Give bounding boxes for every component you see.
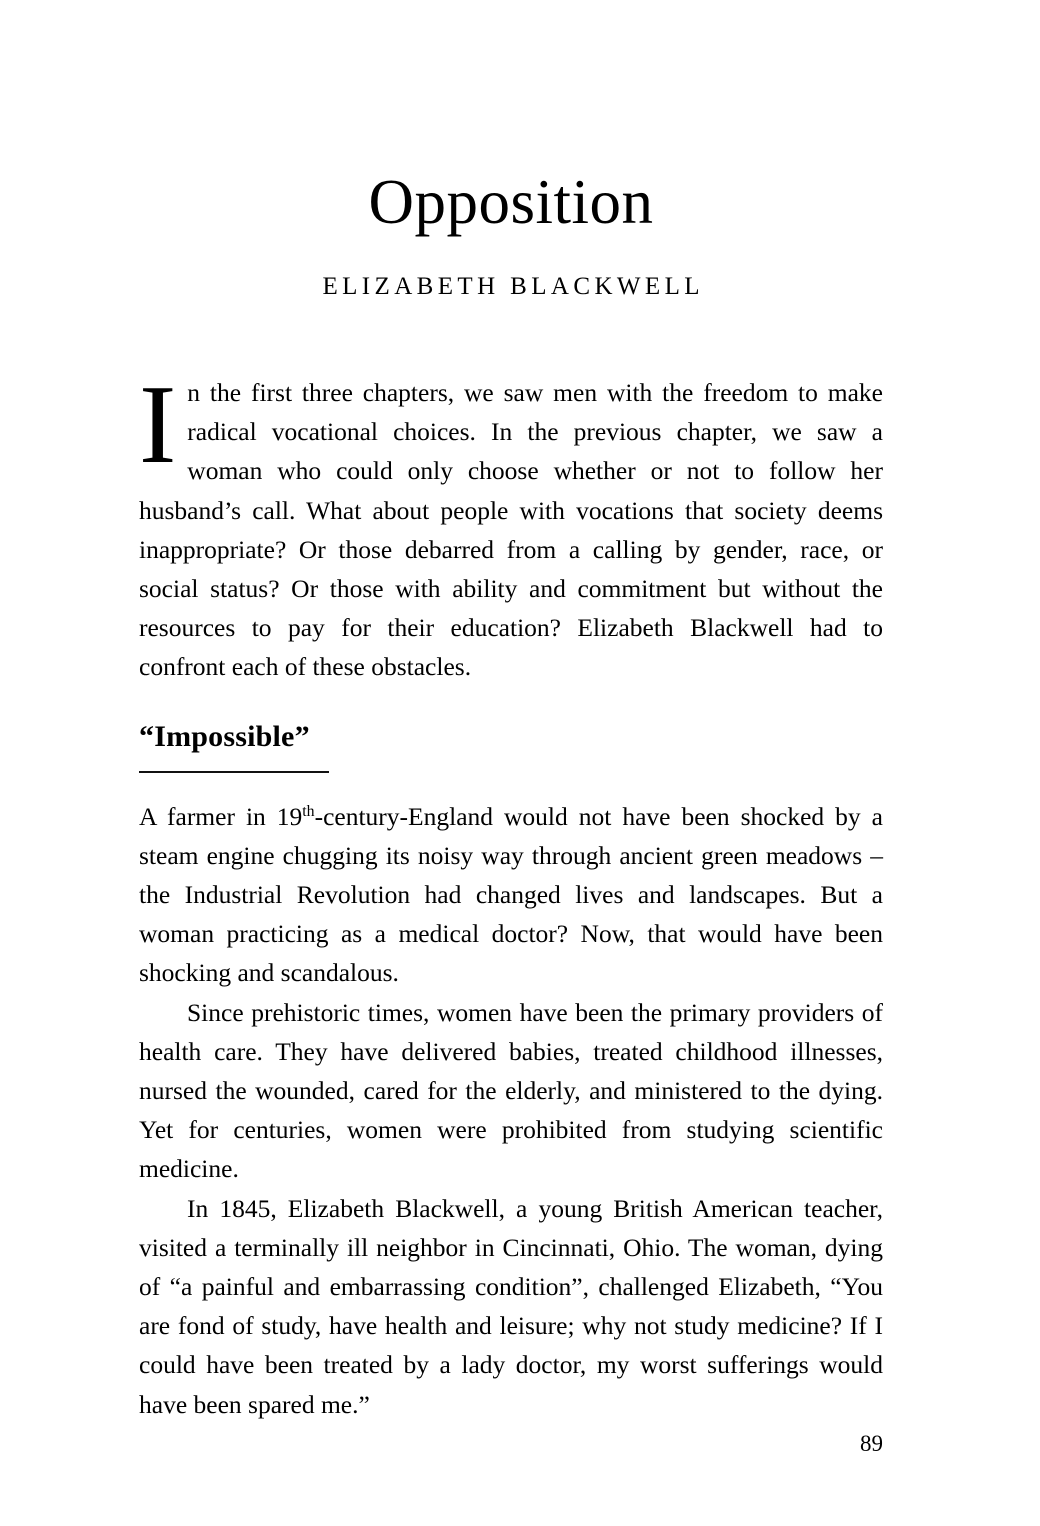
paragraph-prehistoric: Since prehistoric times, women have been the primary providers of health care. They have delivered babies, treated childhood illnesses, nursed the wounded, cared for the elderly, and ministered to the dying. Yet for centuries, women were prohibited from studying scientific medicine.	[139, 997, 883, 1184]
paragraph-farmer	[139, 797, 883, 993]
page-number: 89	[860, 1431, 883, 1456]
section-header-group	[139, 687, 883, 773]
text-column	[139, 0, 883, 1526]
section-heading: “Impossible”	[139, 719, 310, 753]
ordinal-suffix: th	[302, 802, 315, 820]
intro-paragraph-text: n the first three chapters, we saw men with the freedom to make radical vocational choices. In the previous chapter, we saw a woman who could only choose whether or not to follow her husband’s call. What about people with vocations that society deems inappropriate? Or those debarred from a calling by gender, race, or social status? Or those with ability and commitment but without the resources to pay for their education? Elizabeth Blackwell had to confront each of these obstacles.	[139, 378, 883, 682]
paragraph-farmer-rest: -century-England would not have been shocked by a steam engine chugging its noisy way through ancient green meadows – the Industrial Revolution had changed lives and landscapes. But a woman practicing as a medical doctor? Now, that would have been shocking and scandalous.	[139, 801, 883, 988]
drop-cap: I	[139, 363, 177, 487]
intro-paragraph	[139, 363, 883, 687]
body-text	[139, 299, 883, 1424]
chapter-author: ELIZABETH BLACKWELL	[322, 273, 704, 300]
paragraph-1845: In 1845, Elizabeth Blackwell, a young British American teacher, visited a terminally ill neighbor in Cincinnati, Ohio. The woman, dying of “a painful and embarrassing condition”, challenged Elizabeth, “You are fond of study, have health and leisure; why not study medicine? If I could have been treated by a lady doctor, my worst sufferings would have been spared me.”	[139, 1193, 883, 1419]
page-title: Opposition	[368, 167, 654, 237]
section-body	[139, 773, 883, 1424]
paragraph-farmer-lead: A farmer in 19	[139, 801, 303, 831]
